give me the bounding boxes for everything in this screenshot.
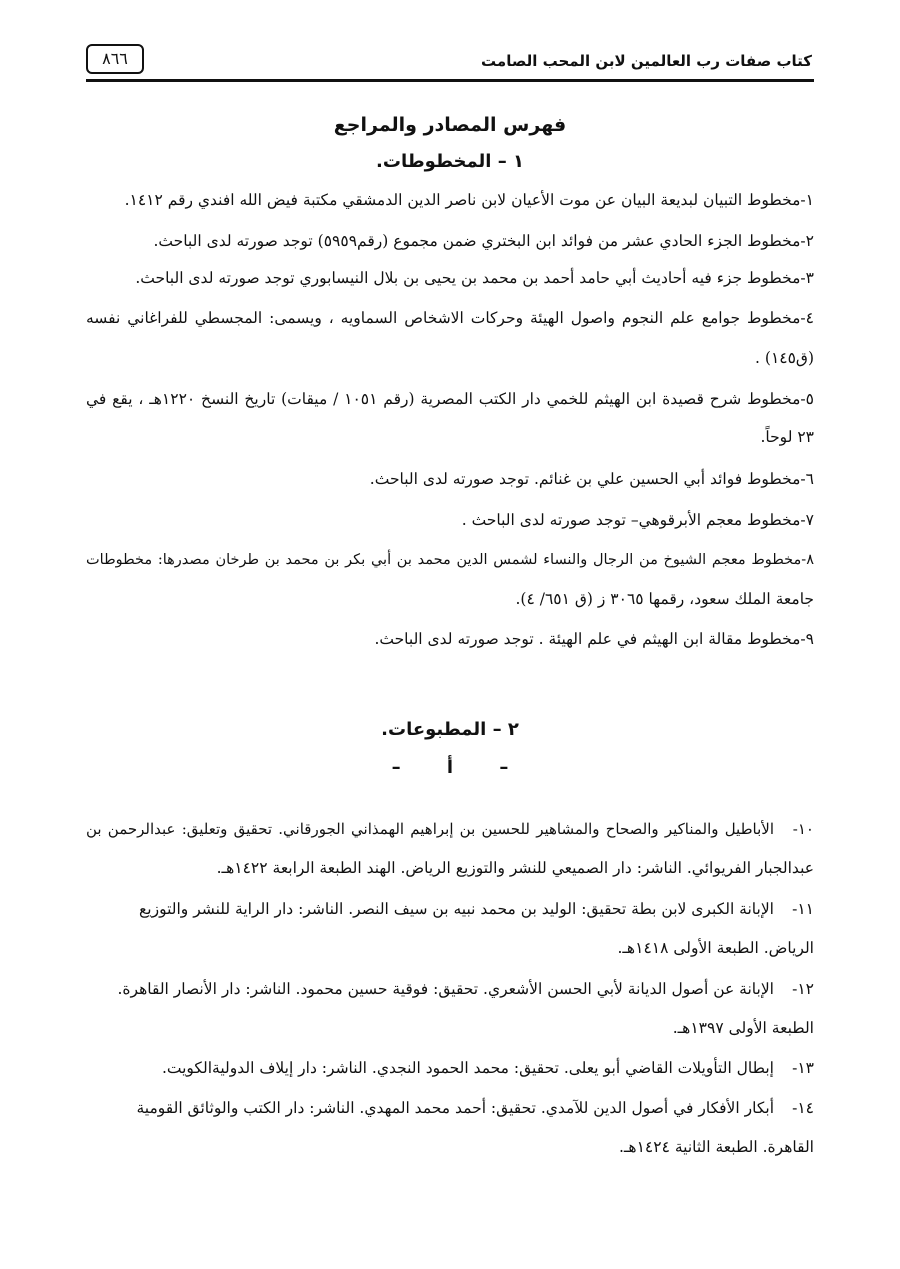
manuscript-entry-4-cont: (ق١٤٥) . — [755, 349, 814, 367]
printed-entry-12-cont: الطبعة الأولى ١٣٩٧هـ. — [672, 1019, 814, 1037]
manuscript-entry-5-cont: ٢٣ لوحاً. — [760, 428, 814, 446]
printed-entry-11-cont: الرياض. الطبعة الأولى ١٤١٨هـ. — [617, 939, 814, 957]
entry-text: الأباطيل والمناكير والصحاح والمشاهير للحسين بن إبراهيم الهمذاني الجورقاني. تحقيق وتعليق: عبدالرحمن بن — [86, 820, 774, 838]
entry-number: ١٢- — [792, 980, 814, 998]
manuscript-entry-9: ٩-مخطوط مقالة ابن الهيثم في علم الهيئة . توجد صورته لدى الباحث. — [374, 630, 814, 648]
manuscript-entry-5: ٥-مخطوط شرح قصيدة ابن الهيثم للخمي دار الكتب المصرية (رقم ١٠٥١ / ميقات) تاريخ النسخ ١٢٢٠هـ ، يقع في — [86, 390, 814, 408]
manuscript-entry-8: ٨-مخطوط معجم الشيوخ من الرجال والنساء لشمس الدين محمد بن أبي بكر بن محمد بن طرخان مصدرها: مخطوطات — [86, 552, 814, 568]
printed-entry-13 — [162, 1056, 814, 1080]
entry-number: ١٤- — [792, 1099, 814, 1117]
alif-dash-left: – — [391, 757, 401, 778]
entry-number: ١٣- — [792, 1059, 814, 1077]
manuscripts-heading: ١ – المخطوطات. — [376, 151, 524, 172]
manuscript-entry-8-cont: جامعة الملك سعود، رقمها ٣٠٦٥ ز (ق ٦٥١/ ٤). — [515, 590, 814, 608]
manuscript-entry-2: ٢-مخطوط الجزء الحادي عشر من فوائد ابن البختري ضمن مجموع (رقم٥٩٥٩) توجد صورته لدى الباحث. — [153, 232, 814, 250]
header-divider — [86, 79, 814, 82]
alif-dash-right: – — [499, 757, 509, 778]
page-number: ٨٦٦ — [86, 44, 144, 74]
manuscript-entry-1: ١-مخطوط التبيان لبديعة البيان عن موت الأعيان لابن ناصر الدين الدمشقي مكتبة فيض الله افندي رقم ١٤١٢. — [124, 191, 814, 209]
entry-number: ١١- — [792, 900, 814, 918]
entry-text: إبطال التأويلات القاضي أبو يعلى. تحقيق: محمد الحمود النجدي. الناشر: دار إيلاف الدوليةالكويت. — [161, 1059, 774, 1077]
manuscript-entry-4: ٤-مخطوط جوامع علم النجوم واصول الهيئة وحركات الاشخاص السماويه ، ويسمى: المجسطي للفراغاني نفسه — [86, 309, 814, 327]
alif-section-heading — [86, 757, 814, 778]
alif-letter: أ — [446, 757, 454, 778]
entry-text: الإبانة عن أصول الديانة لأبي الحسن الأشعري. تحقيق: فوقية حسين محمود. الناشر: دار الأنصار القاهرة. — [117, 980, 774, 998]
manuscript-entry-6: ٦-مخطوط فوائد أبي الحسين علي بن غنائم. توجد صورته لدى الباحث. — [369, 470, 814, 488]
printed-entry-10-cont: عبدالجبار الفريوائي. الناشر: دار الصميعي للنشر والتوزيع الرياض. الهند الطبعة الرابعة ١٤٢٢هـ. — [216, 859, 814, 877]
running-title: كتاب صفات رب العالمين لابن المحب الصامت — [481, 52, 812, 70]
printed-entry-14 — [136, 1096, 814, 1120]
manuscript-entry-3: ٣-مخطوط جزء فيه أحاديث أبي حامد أحمد بن محمد بن يحيى بن بلال النيسابوري توجد صورته لدى الباحث. — [135, 269, 814, 287]
printed-entry-10 — [86, 817, 814, 841]
printed-entry-14-cont: القاهرة. الطبعة الثانية ١٤٢٤هـ. — [618, 1138, 814, 1156]
printed-entry-12 — [117, 977, 814, 1001]
manuscript-entry-7: ٧-مخطوط معجم الأبرقوهي– توجد صورته لدى الباحث . — [461, 511, 814, 529]
entry-text: الإبانة الكبرى لابن بطة تحقيق: الوليد بن محمد نبيه بن سيف النصر. الناشر: دار الراية للنشر والتوزيع — [139, 900, 774, 918]
printed-heading: ٢ – المطبوعات. — [381, 719, 519, 740]
printed-entry-11 — [139, 897, 814, 921]
entry-text: أبكار الأفكار في أصول الدين للآمدي. تحقيق: أحمد محمد المهدي. الناشر: دار الكتب والوثائق القومية — [136, 1099, 774, 1117]
index-heading: فهرس المصادر والمراجع — [333, 114, 567, 136]
entry-number: ١٠- — [792, 820, 814, 838]
